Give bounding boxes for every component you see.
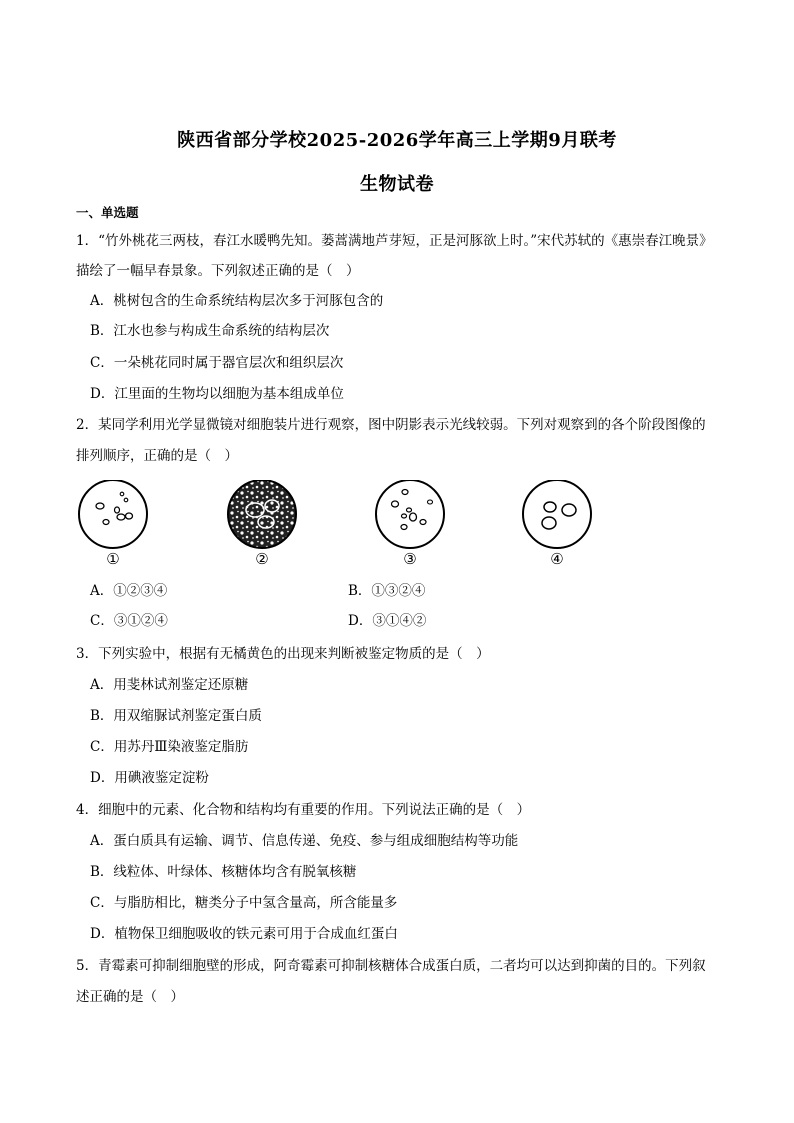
q1-option-c: C．一朵桃花同时属于器官层次和组织层次 [90, 355, 344, 371]
section-heading: 一、单选题 [76, 205, 139, 220]
view-2-label: ② [255, 550, 269, 568]
view-1-label: ① [106, 550, 120, 568]
q5-stem-line-1: 5．青霉素可抑制细胞壁的形成，阿奇霉素可抑制核糖体合成蛋白质，二者均可以达到抑菌的目的。下列叙 [76, 958, 706, 974]
q2-stem-line-2: 排列顺序，正确的是（ ） [76, 448, 238, 464]
q3-stem-line-1: 3．下列实验中，根据有无橘黄色的出现来判断被鉴定物质的是（ ） [76, 646, 490, 662]
q1-stem-line-1: 1．“竹外桃花三两枝，春江水暖鸭先知。蒌蒿满地芦芽短，正是河豚欲上时。”宋代苏轼的《惠崇春江晚景》 [76, 233, 713, 249]
view-4-diagram [523, 480, 591, 548]
q5-stem-line-2: 述正确的是（ ） [76, 989, 184, 1005]
q3-option-a: A．用斐林试剂鉴定还原糖 [90, 677, 249, 693]
exam-subtitle: 生物试卷 [360, 174, 434, 195]
q1-option-b: B．江水也参与构成生命系统的结构层次 [90, 323, 330, 339]
q1-option-d: D．江里面的生物均以细胞为基本组成单位 [90, 386, 344, 402]
q2-option-d: D．③①④② [348, 613, 427, 629]
view-3-label: ③ [403, 550, 417, 568]
view-2-diagram [228, 480, 296, 548]
microscope-views-figure [0, 480, 794, 570]
q2-option-b: B．①③②④ [348, 583, 426, 599]
q1-stem-line-2: 描绘了一幅早春景象。下列叙述正确的是（ ） [76, 263, 360, 279]
q2-option-a: A．①②③④ [90, 583, 168, 599]
q4-option-d: D．植物保卫细胞吸收的铁元素可用于合成血红蛋白 [90, 926, 398, 942]
view-4-label: ④ [550, 550, 564, 568]
q4-option-a: A．蛋白质具有运输、调节、信息传递、免疫、参与组成细胞结构等功能 [90, 833, 519, 849]
q1-option-a: A．桃树包含的生命系统结构层次多于河豚包含的 [90, 293, 384, 309]
q2-stem-line-1: 2．某同学利用光学显微镜对细胞装片进行观察，图中阴影表示光线较弱。下列对观察到的各个阶段图像的 [76, 417, 706, 433]
q3-option-c: C．用苏丹Ⅲ染液鉴定脂肪 [90, 739, 249, 755]
view-3-diagram [376, 480, 444, 548]
q3-option-d: D．用碘液鉴定淀粉 [90, 770, 209, 786]
q4-stem-line-1: 4．细胞中的元素、化合物和结构均有重要的作用。下列说法正确的是（ ） [76, 802, 531, 818]
q4-option-b: B．线粒体、叶绿体、核糖体均含有脱氧核糖 [90, 864, 357, 880]
q3-option-b: B．用双缩脲试剂鉴定蛋白质 [90, 708, 262, 724]
exam-title: 陕西省部分学校2025-2026学年高三上学期9月联考 [177, 130, 617, 151]
view-1-diagram [79, 480, 147, 548]
q2-option-c: C．③①②④ [90, 613, 168, 629]
q4-option-c: C．与脂肪相比，糖类分子中氢含量高，所含能量多 [90, 895, 398, 911]
